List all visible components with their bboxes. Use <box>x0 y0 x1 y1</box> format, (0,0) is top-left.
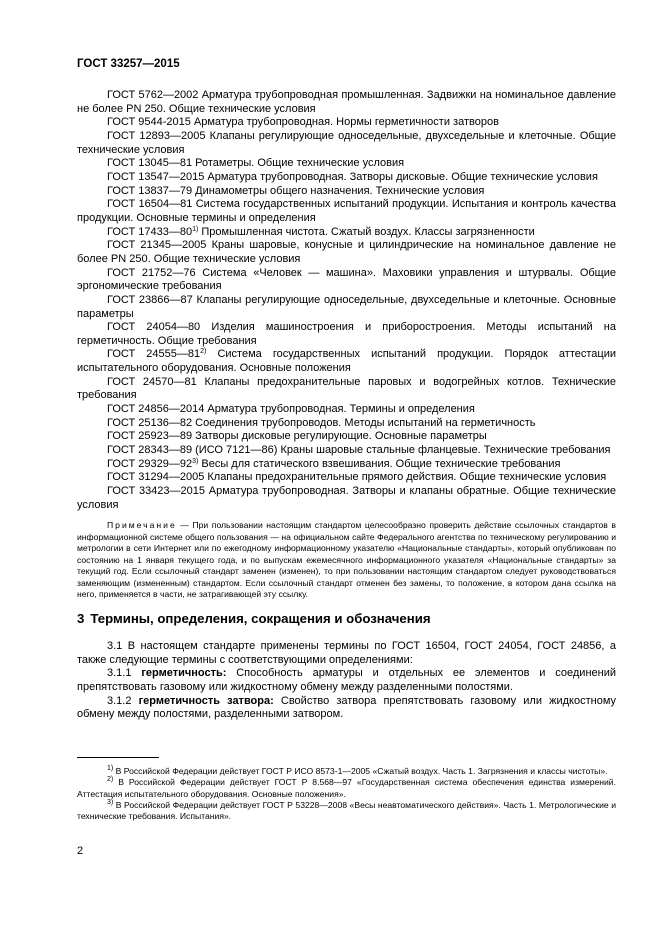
reference-item: ГОСТ 33423—2015 Арматура трубопроводная. Затворы и клапаны обратные. Общие технические условия <box>77 485 616 511</box>
reference-item: ГОСТ 12893—2005 Клапаны регулирующие односедельные, двухседельные и клеточные. Общие технические условия <box>77 129 616 156</box>
reference-item <box>77 458 616 472</box>
reference-item: ГОСТ 24856—2014 Арматура трубопроводная. Термины и определения <box>107 403 475 416</box>
terms-block <box>77 640 616 722</box>
reference-title: Весы для статического взвешивания. Общие технические требования <box>198 457 561 470</box>
term-text: Способность арматуры и отдельных ее элементов и соединений препятствовать газовому или жидкостному обмену между разделенными полостями. <box>77 667 616 693</box>
term-name: герметичность затвора: <box>138 694 274 707</box>
references-list <box>77 89 616 512</box>
section-number: 3 <box>77 611 85 626</box>
reference-code: ГОСТ 29329—92 <box>107 457 193 470</box>
reference-code: ГОСТ 24555—81 <box>107 348 201 361</box>
reference-item: ГОСТ 24570—81 Клапаны предохранительные паровых и водогрейных котлов. Технические требования <box>77 375 616 402</box>
footnote-marker: 3) <box>107 798 114 806</box>
reference-item: ГОСТ 21345—2005 Краны шаровые, конусные и цилиндрические на номинальное давление не более PN 250. Общие технические условия <box>77 239 616 265</box>
footnote-marker: 3) <box>192 457 199 465</box>
reference-item: ГОСТ 25136—82 Соединения трубопроводов. Методы испытаний на герметичность <box>107 416 536 429</box>
footnote-divider <box>77 757 159 758</box>
reference-item: ГОСТ 5762—2002 Арматура трубопроводная промышленная. Задвижки на номинальное давление не более PN 250. Общие технические условия <box>77 89 616 115</box>
terms-intro: 3.1 В настоящем стандарте применены термины по ГОСТ 16504, ГОСТ 24054, ГОСТ 24856, а также следующие термины с соответствующими определениями: <box>77 640 616 666</box>
reference-item <box>77 348 616 375</box>
reference-item: ГОСТ 16504—81 Система государственных испытаний продукции. Испытания и контроль качества продукции. Основные термины и определения <box>77 198 616 224</box>
term-number: 3.1.2 <box>107 694 139 707</box>
reference-item: ГОСТ 23866—87 Клапаны регулирующие односедельные, двухседельные и клеточные. Основные параметры <box>77 293 616 320</box>
reference-item: ГОСТ 13045—81 Ротаметры. Общие технические условия <box>107 157 405 170</box>
note-paragraph <box>77 520 616 601</box>
reference-title: Промышленная чистота. Сжатый воздух. Классы загрязненности <box>198 225 535 238</box>
page-number: 2 <box>77 845 84 857</box>
reference-item: ГОСТ 13837—79 Динамометры общего назначения. Технические условия <box>107 184 485 197</box>
reference-title: Система государственных испытаний продукции. Порядок аттестации испытательного оборудования. Основные положения <box>77 348 616 375</box>
term-definition <box>77 667 616 694</box>
footnote-text: В Российской Федерации действует ГОСТ Р ИСО 8573-1—2005 «Сжатый воздух. Часть 1. Загрязнения и классы чистоты». <box>113 766 608 776</box>
section-title: Термины, определения, сокращения и обозначения <box>90 611 431 626</box>
footnote-marker: 2) <box>107 776 114 784</box>
footnote <box>77 766 616 777</box>
term-number: 3.1.1 <box>107 667 142 680</box>
reference-item: ГОСТ 25923—89 Затворы дисковые регулирующие. Основные параметры <box>107 430 487 443</box>
reference-item: ГОСТ 28343—89 (ИСО 7121—86) Краны шаровые стальные фланцевые. Технические требования <box>107 444 611 457</box>
reference-code: ГОСТ 17433—80 <box>107 225 193 238</box>
reference-item: ГОСТ 9544-2015 Арматура трубопроводная. Нормы герметичности затворов <box>107 116 499 129</box>
footnote <box>77 777 616 800</box>
term-name: герметичность: <box>141 667 227 680</box>
footnote <box>77 800 616 823</box>
term-definition <box>77 695 616 722</box>
footnote-text: В Российской Федерации действует ГОСТ Р 53228—2008 «Весы неавтоматического действия». Часть 1. Метрологические и технические требования. Испытания». <box>77 799 616 822</box>
note-label: Примечание <box>107 520 177 530</box>
document-header: ГОСТ 33257—2015 <box>77 58 180 70</box>
footnote-marker: 2) <box>200 348 207 356</box>
footnote-marker: 1) <box>107 765 114 772</box>
term-text: Свойство затвора препятствовать газовому или жидкостному обмену между полостями, разделенными затвором. <box>77 694 617 721</box>
reference-item: ГОСТ 24054—80 Изделия машиностроения и приборостроения. Методы испытаний на герметичность. Общие требования <box>77 321 616 347</box>
footnote-text: В Российской Федерации действует ГОСТ Р 8.568—97 «Государственная система обеспечения единства измерений. Аттестация испытательного оборудования. Основные положения». <box>77 777 616 799</box>
note-text: — При пользовании настоящим стандартом целесообразно проверить действие ссылочных стандартов в информационной системе общего пользования — на официальном сайте Федерального агентства по техническому регулированию и метрологии в сети Интернет или по ежегодному информационному указателю «Национальные стандарты», который опубликован по состоянию на 1 января текущего года, и по выпускам ежемесячного информационного указателя «Национальные стандарты» за текущий год. Если ссылочный стандарт заменен (изменен), то при пользовании настоящим стандартом следует руководствоваться заменяющим (измененным) стандартом. Если ссылочный стандарт отменен без замены, то положение, в котором дана ссылка на него, применяется в части, не затрагивающей эту ссылку. <box>77 520 616 599</box>
reference-item: ГОСТ 21752—76 Система «Человек — машина». Маховики управления и штурвалы. Общие эргономические требования <box>77 266 616 293</box>
reference-item: ГОСТ 31294—2005 Клапаны предохранительные прямого действия. Общие технические условия <box>107 471 607 484</box>
reference-item: ГОСТ 13547—2015 Арматура трубопроводная. Затворы дисковые. Общие технические условия <box>107 170 598 183</box>
section-heading <box>77 611 616 626</box>
footnotes <box>77 766 616 822</box>
footnote-marker: 1) <box>192 225 199 233</box>
reference-item <box>77 226 616 240</box>
